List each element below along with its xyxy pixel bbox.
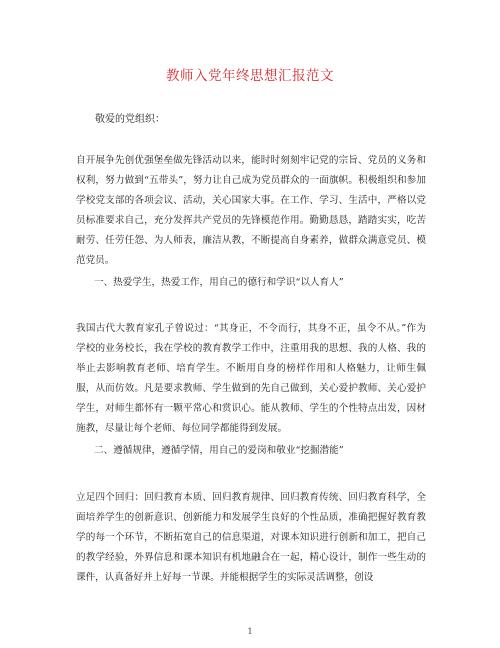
section-heading-1: 一、热爱学生，热爱工作，用自己的德行和学识“以人育人” xyxy=(94,277,344,288)
paragraph-3: 立足四个回归：回归教育本质、回归教育规律、回归教育传统、回归教育科学，全面培养学生的创新意识、创新能力和发展学生良好的个性品质，准确把握好教育教学的每一个环节，不断拓宽自己的信息渠道，对课本知识进行创新和加工，把自己的教学经验，外界信息和课本知识有机地融合在一起，精心设计，制作一些生动的课件，认真备好并上好每一节课。并能根据学生的实际灵活调整，创设 xyxy=(76,492,426,583)
page-number: 1 xyxy=(247,627,253,636)
section-heading-2: 二、遵循规律，遵循学情，用自己的爱岗和敬业“挖掘潜能” xyxy=(94,445,344,456)
paragraph-2: 我国古代大教育家孔子曾说过：“其身正，不令而行，其身不正，虽令不从。”作为学校的业务校长，我在学校的教育教学工作中，注重用我的思想、我的人格、我的举止去影响教育老师、培育学生。不断用自身的榜样作用和人格魅力，让师生佩服，从而仿效。凡是要求教师、学生做到的先自己做到，关心爱护教师、关心爱护学生，对师生都怀有一颗平常心和赏识心。能从教师、学生的个性特点出发，因材施教，尽量让每个老师、每位同学都能得到发展。 xyxy=(76,323,426,434)
paragraph-1: 自开展争先创优强堡垒做先锋活动以来，能时时刻刻牢记党的宗旨、党员的义务和权利，努力做到“五带头”，努力让自己成为党员群众的一面旗帜。积极组织和参加学校党支部的各项会议、活动，关心国家大事。在工作、学习、生活中，严格以党员标准要求自己，充分发挥共产党员的先锋模范作用。勤勤恳恳，踏踏实实，吃苦耐劳、任劳任怨、为人师表，廉洁从教，不断提高自身素养，做群众满意党员、模范党员。 xyxy=(76,155,426,266)
document-title: 教师入党年终思想汇报范文 xyxy=(166,68,334,84)
salutation: 敬爱的党组织： xyxy=(95,114,165,125)
